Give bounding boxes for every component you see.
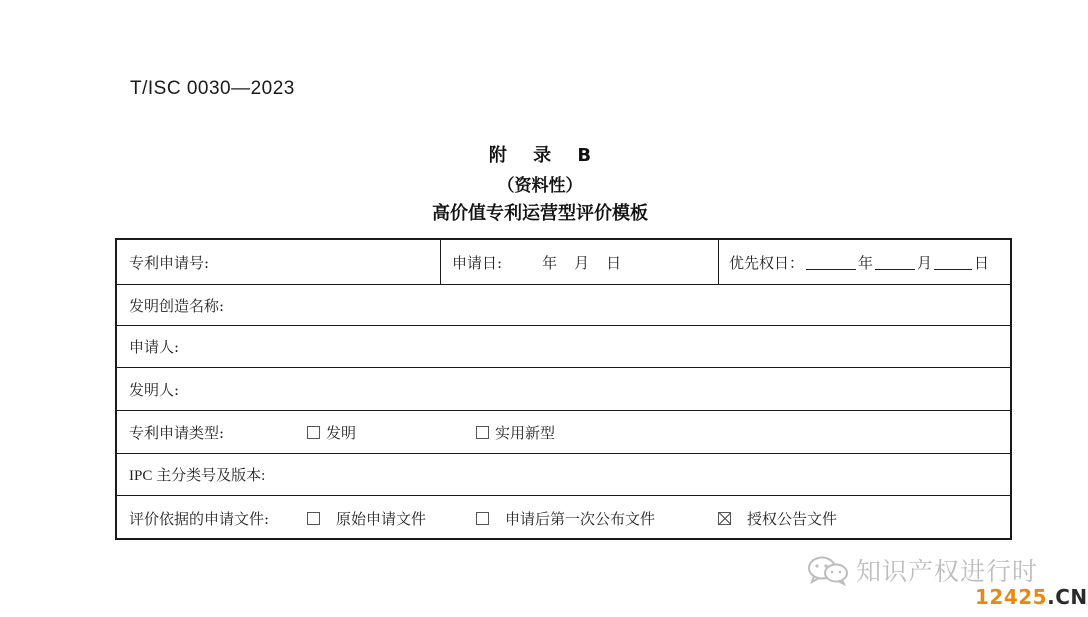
site-logo-number: 12425 <box>975 585 1048 609</box>
patent-no-cell <box>129 240 209 284</box>
annex-heading: 附 录 B <box>488 145 602 166</box>
priority-month-blank[interactable] <box>875 255 915 270</box>
checkbox-grant-publication[interactable] <box>718 512 731 525</box>
priority-month: 月 <box>917 253 933 272</box>
priority-day: 日 <box>974 253 990 272</box>
inventor-cell <box>129 368 179 410</box>
option-label: 授权公告文件 <box>747 509 838 528</box>
applicant-cell <box>129 326 179 367</box>
checkbox-first-publication[interactable] <box>476 512 489 525</box>
priority-date-cell <box>729 240 989 284</box>
basis-original-option[interactable] <box>307 496 426 540</box>
table-row <box>117 240 1010 285</box>
patent-type-cell <box>129 411 224 453</box>
site-logo-domain: .CN <box>1047 585 1088 609</box>
watermark-text: 知识产权进行时 <box>856 557 1039 586</box>
priority-date-label: 优先权日： <box>729 253 805 272</box>
basis-first-publication-option[interactable] <box>476 496 655 540</box>
watermark <box>806 553 1038 587</box>
table-row <box>117 368 1010 411</box>
table-row <box>117 326 1010 368</box>
checkbox-invention[interactable] <box>307 426 320 439</box>
annex-type: （资料性） <box>497 176 583 196</box>
table-row <box>117 496 1010 540</box>
table-row <box>117 411 1010 454</box>
inventor-label: 发明人: <box>129 380 180 399</box>
checkbox-original-application[interactable] <box>307 512 320 525</box>
patent-type-invention-option[interactable] <box>307 411 356 453</box>
priority-year-blank[interactable] <box>806 255 856 270</box>
table-row <box>117 285 1010 326</box>
table-row <box>117 454 1010 496</box>
checkbox-utility-model[interactable] <box>476 426 489 439</box>
patent-type-label: 专利申请类型: <box>129 423 225 442</box>
patent-no-label: 专利申请号: <box>129 253 210 272</box>
column-divider <box>718 240 719 284</box>
patent-type-utility-option[interactable] <box>476 411 555 453</box>
filing-month: 月 <box>574 253 590 272</box>
ipc-label: IPC 主分类号及版本: <box>129 468 266 484</box>
option-label: 实用新型 <box>495 423 556 442</box>
site-logo <box>975 585 1088 609</box>
basis-label: 评价依据的申请文件: <box>129 509 270 528</box>
option-label: 发明 <box>326 423 357 442</box>
priority-day-blank[interactable] <box>934 255 972 270</box>
option-label: 原始申请文件 <box>336 509 427 528</box>
filing-date-cell <box>452 240 621 284</box>
filing-date-label: 申请日: <box>452 253 503 272</box>
basis-grant-option[interactable] <box>718 496 837 540</box>
filing-day: 日 <box>606 253 622 272</box>
basis-cell <box>129 496 269 540</box>
ipc-cell <box>129 454 265 495</box>
column-divider <box>440 240 441 284</box>
invention-title-cell <box>129 285 224 325</box>
evaluation-form-table <box>115 238 1012 540</box>
form-title: 高价值专利运营型评价模板 <box>432 203 648 224</box>
applicant-label: 申请人: <box>129 338 180 356</box>
wechat-icon <box>806 555 850 585</box>
option-label: 申请后第一次公布文件 <box>505 509 656 528</box>
priority-year: 年 <box>858 253 874 272</box>
filing-year: 年 <box>542 253 558 272</box>
standard-code: T/ISC 0030—2023 <box>130 78 295 99</box>
invention-title-label: 发明创造名称: <box>129 296 225 315</box>
